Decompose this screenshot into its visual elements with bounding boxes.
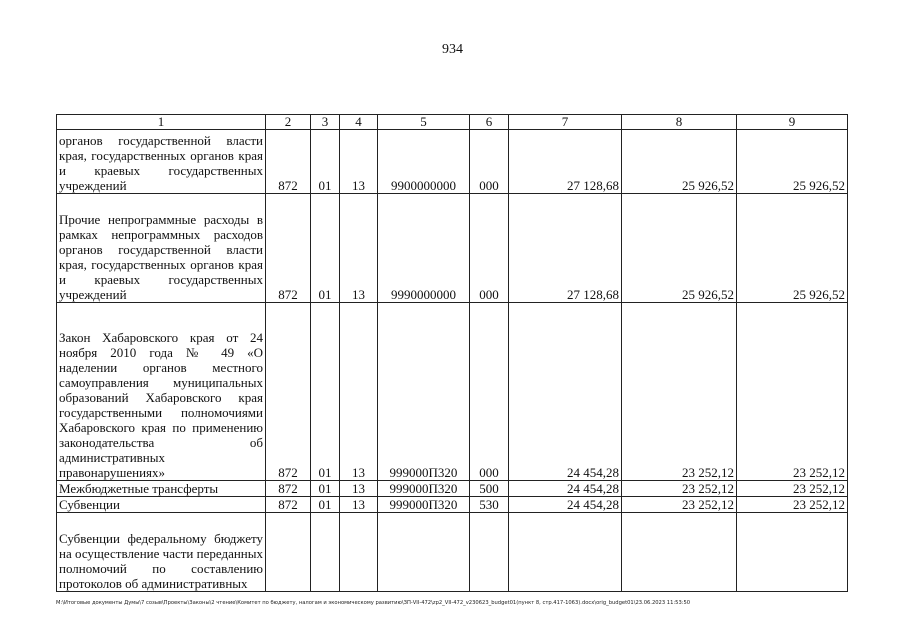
cell-subsection: 13 [340,481,378,497]
cell-code: 872 [266,481,311,497]
cell-amount-9 [737,513,848,592]
cell-amount-7: 24 454,28 [509,497,622,513]
cell-amount-9: 25 926,52 [737,130,848,194]
table-row [57,194,848,303]
row-description: Субвенции федеральному бюджету на осуществление части переданных полномочий по составлению протоколов об административных [57,513,266,592]
cell-target-article: 9900000000 [378,130,470,194]
budget-table [56,114,848,592]
page-number: 934 [442,42,463,57]
cell-amount-7: 24 454,28 [509,303,622,481]
cell-amount-8: 25 926,52 [622,194,737,303]
cell-target-article: 999000П320 [378,481,470,497]
cell-section: 01 [311,130,340,194]
cell-subsection: 13 [340,303,378,481]
column-header: 6 [470,115,509,130]
cell-section: 01 [311,303,340,481]
cell-amount-8: 23 252,12 [622,303,737,481]
cell-target-article: 999000П320 [378,303,470,481]
cell-amount-8: 25 926,52 [622,130,737,194]
table-row [57,497,848,513]
cell-amount-8 [622,513,737,592]
cell-section: 01 [311,481,340,497]
table-row [57,481,848,497]
cell-amount-9: 25 926,52 [737,194,848,303]
row-description: органов государственной власти края, государственных органов края и краевых государственных учреждений [57,130,266,194]
cell-target-article: 999000П320 [378,497,470,513]
document-path-footer: M:\Итоговые документы Думы\7 созыв\Проекты\Законы\2 чтение\Комитет по бюджету, налогам и экономическому развитию\ЗП-VII-472\zp2_VII-472_v230623_budget01(пункт 8, стр.417-1063).docx\orig_budget01\23.06.2023 11:53:50 [56,600,691,606]
cell-subsection: 13 [340,130,378,194]
cell-amount-8: 23 252,12 [622,481,737,497]
cell-section: 01 [311,194,340,303]
column-header: 8 [622,115,737,130]
cell-amount-7: 27 128,68 [509,194,622,303]
column-header: 5 [378,115,470,130]
cell-target-article: 9990000000 [378,194,470,303]
cell-subsection: 13 [340,194,378,303]
cell-amount-9: 23 252,12 [737,481,848,497]
cell-amount-7 [509,513,622,592]
cell-code: 872 [266,303,311,481]
cell-expense-type [470,513,509,592]
column-header: 1 [57,115,266,130]
row-description: Прочие непрограммные расходы в рамках непрограммных расходов органов государственной власти края, государственных органов края и краевых государственных учреждений [57,194,266,303]
cell-expense-type: 000 [470,130,509,194]
header-row [57,115,848,130]
cell-amount-9: 23 252,12 [737,497,848,513]
table-row [57,513,848,592]
cell-section: 01 [311,497,340,513]
cell-code: 872 [266,130,311,194]
cell-expense-type: 000 [470,303,509,481]
column-header: 4 [340,115,378,130]
row-description: Закон Хабаровского края от 24 ноября 2010 года № 49 «О наделении органов местного самоуправления муниципальных образований Хабаровского края государственными полномочиями Хабаровского края по применению законодательства об административных правонарушениях» [57,303,266,481]
cell-code: 872 [266,497,311,513]
cell-amount-9: 23 252,12 [737,303,848,481]
column-header: 9 [737,115,848,130]
cell-section [311,513,340,592]
column-header: 3 [311,115,340,130]
cell-code: 872 [266,194,311,303]
cell-subsection [340,513,378,592]
cell-amount-7: 27 128,68 [509,130,622,194]
table-row [57,303,848,481]
cell-expense-type: 000 [470,194,509,303]
table-row [57,130,848,194]
cell-target-article [378,513,470,592]
cell-amount-8: 23 252,12 [622,497,737,513]
cell-code [266,513,311,592]
row-description: Субвенции [57,497,266,513]
cell-amount-7: 24 454,28 [509,481,622,497]
column-header: 2 [266,115,311,130]
cell-subsection: 13 [340,497,378,513]
column-header: 7 [509,115,622,130]
cell-expense-type: 530 [470,497,509,513]
row-description: Межбюджетные трансферты [57,481,266,497]
cell-expense-type: 500 [470,481,509,497]
